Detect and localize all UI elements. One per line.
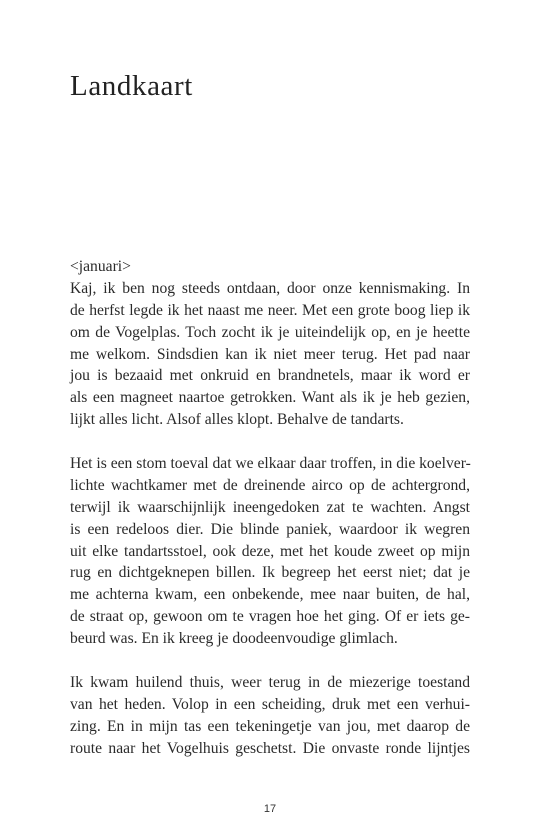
text-line: Ik kwam huilend thuis, weer terug in de miezerige toestand [70,673,470,691]
text-line: de straat op, gewoon om te vragen hoe het ging. Of er iets ge- [70,608,470,626]
text-line: om de Vogelplas. Toch zocht ik je uiteindelijk op, en je heette [70,323,470,341]
paragraph-3 [70,672,470,760]
text-line: de herfst legde ik het naast me neer. Met een grote boog liep ik [70,301,470,319]
text-line: Het is een stom toeval dat we elkaar daar troffen, in die koelver- [70,455,471,473]
text-line: terwijl ik waarschijnlijk ineengedoken zat te wachten. Angst [70,498,470,516]
text-line: Kaj, ik ben nog steeds ontdaan, door onze kennismaking. In [70,279,470,297]
text-line: jou is bezaaid met onkruid en brandnetels, maar ik word er [70,367,470,385]
text-line: lijkt alles licht. Alsof alles klopt. Behalve de tandarts. [70,411,404,429]
text-line: rug en dichtgeknepen billen. Ik begreep het eerst niet; dat je [70,564,470,582]
text-line: beurd was. En ik kreeg je doodeenvoudige glimlach. [70,630,398,648]
section-marker: <januari> [70,258,131,275]
body-text [70,256,470,781]
text-line: zing. En in mijn tas een tekeningetje van jou, met daarop de [70,717,470,735]
paragraph-1 [70,278,470,431]
text-line: als een magneet naartoe getrokken. Want als ik je heb gezien, [70,389,470,407]
text-line: lichte wachtkamer met de dreinende airco op de achtergrond, [70,476,470,494]
page-number: 17 [263,803,277,815]
text-line: is een redeloos dier. Die blinde paniek, waardoor ik wegren [70,520,470,538]
text-line: route naar het Vogelhuis geschetst. Die onvaste ronde lijntjes [70,739,470,757]
text-line: me achterna kwam, een onbekende, mee naar buiten, de hal, [70,586,470,604]
text-line: van het heden. Volop in een scheiding, druk met een verhui- [70,695,470,713]
text-line: uit elke tandartsstoel, ook deze, met het koude zweet op mijn [70,542,470,560]
text-line: me welkom. Sindsdien kan ik niet meer terug. Het pad naar [70,345,470,363]
chapter-title: Landkaart [70,70,193,102]
paragraph-2 [70,453,470,650]
